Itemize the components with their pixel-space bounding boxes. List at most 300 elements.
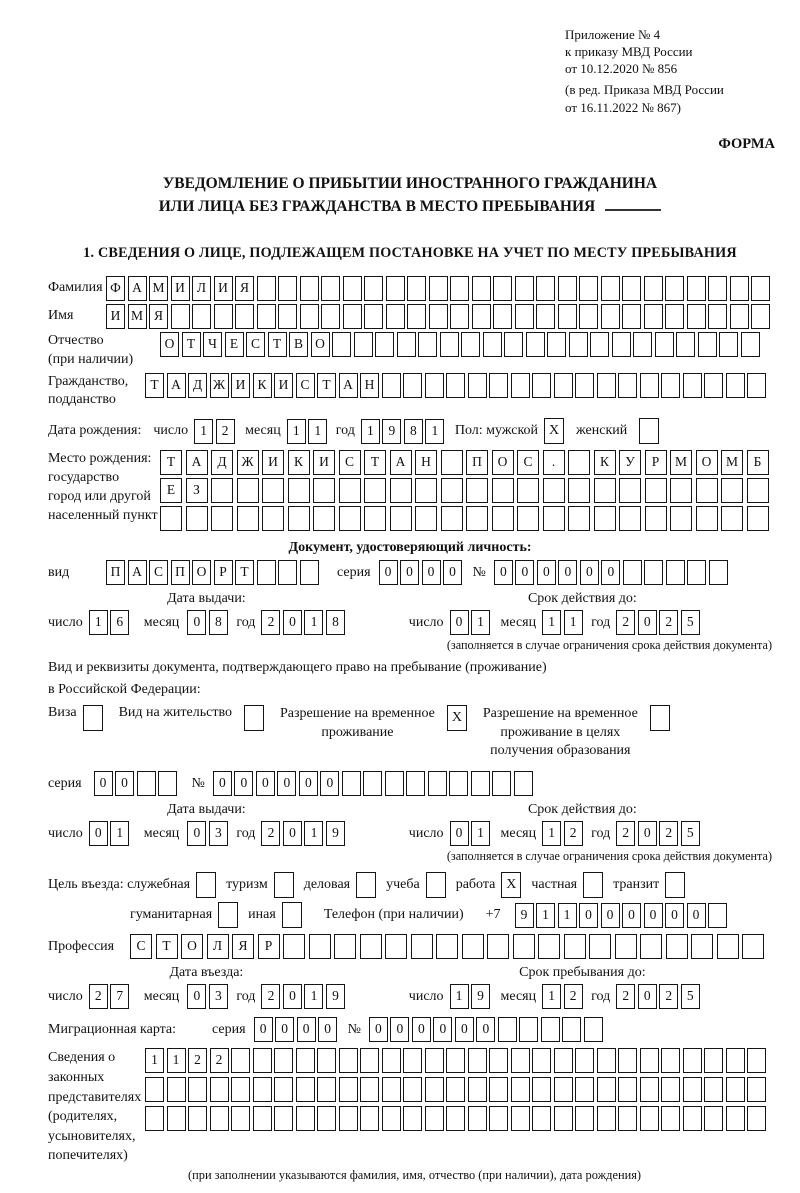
char-cell[interactable]: С bbox=[130, 934, 152, 959]
purpose-work-checkbox[interactable]: X bbox=[501, 872, 521, 898]
char-cell[interactable]: М bbox=[721, 450, 743, 475]
char-cell[interactable] bbox=[515, 276, 534, 301]
char-cell[interactable] bbox=[670, 478, 692, 503]
char-cell[interactable] bbox=[618, 1106, 637, 1131]
char-cell[interactable] bbox=[590, 332, 609, 357]
char-cell[interactable]: 0 bbox=[89, 821, 108, 846]
char-cell[interactable] bbox=[584, 1017, 603, 1042]
char-cell[interactable] bbox=[446, 1048, 465, 1073]
char-cell[interactable] bbox=[472, 304, 491, 329]
char-cell[interactable] bbox=[188, 1106, 207, 1131]
char-cell[interactable]: И bbox=[106, 304, 125, 329]
char-cell[interactable] bbox=[363, 771, 382, 796]
char-cell[interactable] bbox=[696, 506, 718, 531]
char-cell[interactable]: 0 bbox=[297, 1017, 316, 1042]
char-cell[interactable] bbox=[541, 1017, 560, 1042]
char-cell[interactable] bbox=[321, 276, 340, 301]
char-cell[interactable] bbox=[708, 276, 727, 301]
char-cell[interactable]: Я bbox=[149, 304, 168, 329]
char-cell[interactable] bbox=[670, 506, 692, 531]
char-cell[interactable] bbox=[683, 1048, 702, 1073]
char-cell[interactable] bbox=[446, 373, 465, 398]
purpose-humanitarian-checkbox[interactable] bbox=[218, 902, 238, 928]
char-cell[interactable] bbox=[721, 478, 743, 503]
char-cell[interactable] bbox=[296, 1048, 315, 1073]
char-cell[interactable] bbox=[747, 373, 766, 398]
char-cell[interactable]: 0 bbox=[644, 903, 663, 928]
char-cell[interactable]: 0 bbox=[638, 984, 657, 1009]
char-cell[interactable] bbox=[498, 1017, 517, 1042]
char-cell[interactable] bbox=[618, 1077, 637, 1102]
citizenship-cells[interactable] bbox=[145, 373, 769, 398]
char-cell[interactable]: 0 bbox=[579, 903, 598, 928]
doc-valid-year-cells[interactable] bbox=[616, 610, 702, 635]
char-cell[interactable]: 2 bbox=[616, 610, 635, 635]
char-cell[interactable] bbox=[661, 1048, 680, 1073]
char-cell[interactable] bbox=[708, 903, 727, 928]
doc-issue-day-cells[interactable] bbox=[89, 610, 132, 635]
char-cell[interactable] bbox=[450, 304, 469, 329]
char-cell[interactable]: Р bbox=[258, 934, 280, 959]
char-cell[interactable]: 1 bbox=[536, 903, 555, 928]
char-cell[interactable]: 1 bbox=[558, 903, 577, 928]
char-cell[interactable] bbox=[317, 1077, 336, 1102]
char-cell[interactable] bbox=[483, 332, 502, 357]
char-cell[interactable]: А bbox=[186, 450, 208, 475]
char-cell[interactable] bbox=[343, 276, 362, 301]
char-cell[interactable] bbox=[619, 478, 641, 503]
char-cell[interactable] bbox=[661, 1077, 680, 1102]
char-cell[interactable] bbox=[167, 1077, 186, 1102]
char-cell[interactable] bbox=[751, 304, 770, 329]
char-cell[interactable]: 1 bbox=[304, 821, 323, 846]
char-cell[interactable] bbox=[231, 1077, 250, 1102]
char-cell[interactable] bbox=[676, 332, 695, 357]
char-cell[interactable] bbox=[594, 478, 616, 503]
sex-female-checkbox[interactable] bbox=[639, 418, 659, 444]
mig-number-cells[interactable] bbox=[369, 1017, 606, 1042]
char-cell[interactable]: Б bbox=[747, 450, 769, 475]
purpose-transit-checkbox[interactable] bbox=[665, 872, 685, 898]
char-cell[interactable] bbox=[709, 560, 728, 585]
char-cell[interactable] bbox=[489, 1077, 508, 1102]
char-cell[interactable] bbox=[665, 276, 684, 301]
char-cell[interactable] bbox=[747, 478, 769, 503]
char-cell[interactable]: 0 bbox=[283, 984, 302, 1009]
char-cell[interactable] bbox=[472, 276, 491, 301]
char-cell[interactable]: 1 bbox=[542, 821, 561, 846]
char-cell[interactable] bbox=[317, 1106, 336, 1131]
char-cell[interactable]: 2 bbox=[261, 610, 280, 635]
char-cell[interactable] bbox=[468, 1048, 487, 1073]
char-cell[interactable] bbox=[489, 1106, 508, 1131]
char-cell[interactable] bbox=[696, 478, 718, 503]
char-cell[interactable] bbox=[278, 276, 297, 301]
char-cell[interactable]: 1 bbox=[542, 610, 561, 635]
char-cell[interactable] bbox=[575, 373, 594, 398]
char-cell[interactable] bbox=[449, 771, 468, 796]
char-cell[interactable] bbox=[429, 304, 448, 329]
char-cell[interactable]: 0 bbox=[580, 560, 599, 585]
char-cell[interactable] bbox=[403, 1077, 422, 1102]
char-cell[interactable] bbox=[471, 771, 490, 796]
char-cell[interactable]: 0 bbox=[665, 903, 684, 928]
char-cell[interactable] bbox=[211, 478, 233, 503]
char-cell[interactable]: О bbox=[160, 332, 179, 357]
char-cell[interactable] bbox=[704, 1106, 723, 1131]
char-cell[interactable] bbox=[704, 373, 723, 398]
stay-month-cells[interactable] bbox=[542, 984, 585, 1009]
char-cell[interactable] bbox=[339, 478, 361, 503]
char-cell[interactable]: 9 bbox=[471, 984, 490, 1009]
char-cell[interactable] bbox=[262, 478, 284, 503]
char-cell[interactable]: 3 bbox=[209, 821, 228, 846]
doc-series-cells[interactable] bbox=[379, 560, 465, 585]
char-cell[interactable] bbox=[257, 304, 276, 329]
char-cell[interactable]: Д bbox=[211, 450, 233, 475]
char-cell[interactable]: 3 bbox=[209, 984, 228, 1009]
char-cell[interactable] bbox=[640, 934, 662, 959]
char-cell[interactable]: 0 bbox=[379, 560, 398, 585]
char-cell[interactable]: 0 bbox=[400, 560, 419, 585]
char-cell[interactable]: 0 bbox=[115, 771, 134, 796]
char-cell[interactable]: 1 bbox=[425, 419, 444, 444]
char-cell[interactable] bbox=[360, 1077, 379, 1102]
purpose-official-checkbox[interactable] bbox=[196, 872, 216, 898]
char-cell[interactable] bbox=[511, 1077, 530, 1102]
char-cell[interactable] bbox=[644, 560, 663, 585]
char-cell[interactable]: Т bbox=[235, 560, 254, 585]
char-cell[interactable]: А bbox=[167, 373, 186, 398]
char-cell[interactable]: 1 bbox=[304, 984, 323, 1009]
char-cell[interactable] bbox=[257, 276, 276, 301]
char-cell[interactable] bbox=[385, 934, 407, 959]
char-cell[interactable] bbox=[382, 1106, 401, 1131]
permit-valid-year-cells[interactable] bbox=[616, 821, 702, 846]
char-cell[interactable]: Т bbox=[160, 450, 182, 475]
char-cell[interactable] bbox=[517, 478, 539, 503]
char-cell[interactable]: 1 bbox=[564, 610, 583, 635]
char-cell[interactable]: 1 bbox=[471, 821, 490, 846]
char-cell[interactable] bbox=[536, 304, 555, 329]
char-cell[interactable]: О bbox=[696, 450, 718, 475]
char-cell[interactable] bbox=[364, 276, 383, 301]
char-cell[interactable]: 6 bbox=[110, 610, 129, 635]
char-cell[interactable] bbox=[274, 1077, 293, 1102]
char-cell[interactable] bbox=[231, 1106, 250, 1131]
char-cell[interactable] bbox=[589, 934, 611, 959]
char-cell[interactable] bbox=[492, 771, 511, 796]
char-cell[interactable] bbox=[360, 934, 382, 959]
temp-permit-checkbox[interactable]: X bbox=[447, 705, 467, 731]
char-cell[interactable] bbox=[687, 304, 706, 329]
char-cell[interactable]: 0 bbox=[558, 560, 577, 585]
char-cell[interactable] bbox=[747, 1077, 766, 1102]
char-cell[interactable] bbox=[489, 1048, 508, 1073]
char-cell[interactable]: А bbox=[390, 450, 412, 475]
char-cell[interactable] bbox=[554, 1106, 573, 1131]
char-cell[interactable] bbox=[415, 478, 437, 503]
char-cell[interactable] bbox=[493, 276, 512, 301]
char-cell[interactable] bbox=[726, 1077, 745, 1102]
char-cell[interactable]: 0 bbox=[213, 771, 232, 796]
char-cell[interactable] bbox=[726, 1048, 745, 1073]
char-cell[interactable] bbox=[300, 276, 319, 301]
char-cell[interactable]: С bbox=[149, 560, 168, 585]
char-cell[interactable] bbox=[407, 304, 426, 329]
char-cell[interactable] bbox=[751, 276, 770, 301]
char-cell[interactable] bbox=[446, 1077, 465, 1102]
char-cell[interactable]: 0 bbox=[234, 771, 253, 796]
char-cell[interactable]: 2 bbox=[659, 610, 678, 635]
char-cell[interactable]: А bbox=[128, 560, 147, 585]
char-cell[interactable] bbox=[237, 478, 259, 503]
char-cell[interactable] bbox=[339, 1106, 358, 1131]
char-cell[interactable] bbox=[622, 276, 641, 301]
visa-checkbox[interactable] bbox=[83, 705, 103, 731]
char-cell[interactable] bbox=[568, 478, 590, 503]
char-cell[interactable] bbox=[666, 560, 685, 585]
char-cell[interactable] bbox=[186, 506, 208, 531]
char-cell[interactable]: 0 bbox=[638, 610, 657, 635]
patronymic-cells[interactable] bbox=[160, 332, 762, 357]
char-cell[interactable] bbox=[554, 1048, 573, 1073]
char-cell[interactable] bbox=[309, 934, 331, 959]
char-cell[interactable]: 0 bbox=[187, 984, 206, 1009]
birth-day-cells[interactable] bbox=[194, 419, 237, 444]
char-cell[interactable] bbox=[504, 332, 523, 357]
char-cell[interactable]: К bbox=[288, 450, 310, 475]
char-cell[interactable] bbox=[386, 276, 405, 301]
char-cell[interactable]: 0 bbox=[515, 560, 534, 585]
char-cell[interactable]: 0 bbox=[422, 560, 441, 585]
char-cell[interactable]: 0 bbox=[537, 560, 556, 585]
char-cell[interactable]: И bbox=[274, 373, 293, 398]
char-cell[interactable]: Р bbox=[214, 560, 233, 585]
char-cell[interactable]: 0 bbox=[283, 821, 302, 846]
char-cell[interactable] bbox=[683, 1077, 702, 1102]
char-cell[interactable]: 0 bbox=[187, 610, 206, 635]
char-cell[interactable] bbox=[579, 304, 598, 329]
char-cell[interactable]: 2 bbox=[89, 984, 108, 1009]
char-cell[interactable]: О bbox=[492, 450, 514, 475]
char-cell[interactable]: . bbox=[543, 450, 565, 475]
char-cell[interactable]: 5 bbox=[681, 821, 700, 846]
char-cell[interactable] bbox=[231, 1048, 250, 1073]
doc-issue-month-cells[interactable] bbox=[187, 610, 230, 635]
char-cell[interactable]: 2 bbox=[616, 821, 635, 846]
char-cell[interactable] bbox=[597, 373, 616, 398]
char-cell[interactable] bbox=[543, 506, 565, 531]
char-cell[interactable] bbox=[429, 276, 448, 301]
permit-valid-month-cells[interactable] bbox=[542, 821, 585, 846]
char-cell[interactable] bbox=[296, 1077, 315, 1102]
char-cell[interactable]: 0 bbox=[318, 1017, 337, 1042]
char-cell[interactable]: И bbox=[262, 450, 284, 475]
char-cell[interactable] bbox=[411, 934, 433, 959]
char-cell[interactable] bbox=[661, 373, 680, 398]
purpose-other-checkbox[interactable] bbox=[282, 902, 302, 928]
char-cell[interactable] bbox=[145, 1106, 164, 1131]
char-cell[interactable] bbox=[407, 276, 426, 301]
char-cell[interactable] bbox=[403, 373, 422, 398]
char-cell[interactable]: Я bbox=[235, 276, 254, 301]
char-cell[interactable] bbox=[579, 276, 598, 301]
purpose-business-checkbox[interactable] bbox=[356, 872, 376, 898]
char-cell[interactable] bbox=[288, 506, 310, 531]
char-cell[interactable]: П bbox=[106, 560, 125, 585]
char-cell[interactable] bbox=[390, 478, 412, 503]
char-cell[interactable]: 0 bbox=[256, 771, 275, 796]
char-cell[interactable]: 0 bbox=[601, 903, 620, 928]
char-cell[interactable]: И bbox=[313, 450, 335, 475]
char-cell[interactable] bbox=[564, 934, 586, 959]
char-cell[interactable]: И bbox=[231, 373, 250, 398]
char-cell[interactable] bbox=[532, 1077, 551, 1102]
char-cell[interactable]: Л bbox=[207, 934, 229, 959]
char-cell[interactable] bbox=[160, 506, 182, 531]
char-cell[interactable] bbox=[597, 1077, 616, 1102]
representatives-cells-3[interactable] bbox=[145, 1106, 769, 1131]
char-cell[interactable] bbox=[425, 373, 444, 398]
char-cell[interactable]: 0 bbox=[94, 771, 113, 796]
char-cell[interactable] bbox=[253, 1048, 272, 1073]
char-cell[interactable] bbox=[462, 934, 484, 959]
char-cell[interactable] bbox=[730, 304, 749, 329]
char-cell[interactable] bbox=[450, 276, 469, 301]
char-cell[interactable]: Н bbox=[415, 450, 437, 475]
char-cell[interactable]: 0 bbox=[601, 560, 620, 585]
char-cell[interactable] bbox=[513, 934, 535, 959]
char-cell[interactable] bbox=[214, 304, 233, 329]
char-cell[interactable]: У bbox=[619, 450, 641, 475]
char-cell[interactable] bbox=[526, 332, 545, 357]
surname-cells[interactable] bbox=[106, 276, 773, 301]
char-cell[interactable] bbox=[382, 373, 401, 398]
char-cell[interactable]: 1 bbox=[304, 610, 323, 635]
char-cell[interactable]: 2 bbox=[564, 821, 583, 846]
char-cell[interactable] bbox=[618, 373, 637, 398]
char-cell[interactable] bbox=[515, 304, 534, 329]
char-cell[interactable] bbox=[300, 560, 319, 585]
birth-place-cells-2[interactable] bbox=[160, 478, 772, 503]
char-cell[interactable]: 0 bbox=[450, 610, 469, 635]
char-cell[interactable] bbox=[278, 560, 297, 585]
char-cell[interactable] bbox=[468, 1106, 487, 1131]
char-cell[interactable] bbox=[601, 276, 620, 301]
char-cell[interactable]: Ф bbox=[106, 276, 125, 301]
permit-issue-year-cells[interactable] bbox=[261, 821, 347, 846]
char-cell[interactable]: К bbox=[594, 450, 616, 475]
char-cell[interactable]: 2 bbox=[216, 419, 235, 444]
char-cell[interactable]: М bbox=[149, 276, 168, 301]
birth-year-cells[interactable] bbox=[361, 419, 447, 444]
char-cell[interactable]: 1 bbox=[287, 419, 306, 444]
char-cell[interactable] bbox=[167, 1106, 186, 1131]
char-cell[interactable] bbox=[360, 1048, 379, 1073]
char-cell[interactable] bbox=[741, 332, 760, 357]
char-cell[interactable] bbox=[532, 1106, 551, 1131]
char-cell[interactable] bbox=[343, 304, 362, 329]
char-cell[interactable] bbox=[274, 1106, 293, 1131]
char-cell[interactable]: В bbox=[289, 332, 308, 357]
char-cell[interactable]: Е bbox=[160, 478, 182, 503]
char-cell[interactable] bbox=[441, 450, 463, 475]
char-cell[interactable] bbox=[428, 771, 447, 796]
char-cell[interactable]: 2 bbox=[659, 821, 678, 846]
char-cell[interactable]: 2 bbox=[188, 1048, 207, 1073]
char-cell[interactable] bbox=[622, 304, 641, 329]
char-cell[interactable]: 0 bbox=[277, 771, 296, 796]
char-cell[interactable]: О bbox=[192, 560, 211, 585]
char-cell[interactable]: И bbox=[171, 276, 190, 301]
char-cell[interactable] bbox=[210, 1106, 229, 1131]
char-cell[interactable] bbox=[623, 560, 642, 585]
char-cell[interactable] bbox=[532, 373, 551, 398]
char-cell[interactable]: Ж bbox=[237, 450, 259, 475]
char-cell[interactable] bbox=[726, 373, 745, 398]
char-cell[interactable] bbox=[278, 304, 297, 329]
char-cell[interactable] bbox=[644, 276, 663, 301]
char-cell[interactable]: П bbox=[171, 560, 190, 585]
char-cell[interactable] bbox=[547, 332, 566, 357]
char-cell[interactable] bbox=[645, 478, 667, 503]
char-cell[interactable]: З bbox=[186, 478, 208, 503]
char-cell[interactable]: Т bbox=[268, 332, 287, 357]
char-cell[interactable] bbox=[615, 934, 637, 959]
char-cell[interactable]: О bbox=[311, 332, 330, 357]
char-cell[interactable]: Т bbox=[156, 934, 178, 959]
char-cell[interactable]: 0 bbox=[412, 1017, 431, 1042]
char-cell[interactable] bbox=[747, 1048, 766, 1073]
char-cell[interactable] bbox=[665, 304, 684, 329]
char-cell[interactable] bbox=[342, 771, 361, 796]
doc-valid-day-cells[interactable] bbox=[450, 610, 493, 635]
purpose-tourism-checkbox[interactable] bbox=[274, 872, 294, 898]
char-cell[interactable] bbox=[300, 304, 319, 329]
char-cell[interactable] bbox=[339, 1048, 358, 1073]
char-cell[interactable] bbox=[730, 276, 749, 301]
char-cell[interactable] bbox=[364, 304, 383, 329]
char-cell[interactable] bbox=[645, 506, 667, 531]
char-cell[interactable] bbox=[382, 1077, 401, 1102]
char-cell[interactable] bbox=[446, 1106, 465, 1131]
char-cell[interactable] bbox=[554, 1077, 573, 1102]
char-cell[interactable] bbox=[313, 478, 335, 503]
char-cell[interactable] bbox=[597, 1048, 616, 1073]
char-cell[interactable] bbox=[492, 506, 514, 531]
char-cell[interactable]: 1 bbox=[450, 984, 469, 1009]
char-cell[interactable] bbox=[569, 332, 588, 357]
char-cell[interactable] bbox=[640, 1106, 659, 1131]
char-cell[interactable]: Р bbox=[645, 450, 667, 475]
char-cell[interactable] bbox=[317, 1048, 336, 1073]
char-cell[interactable] bbox=[436, 934, 458, 959]
char-cell[interactable] bbox=[468, 1077, 487, 1102]
char-cell[interactable]: 0 bbox=[369, 1017, 388, 1042]
char-cell[interactable] bbox=[633, 332, 652, 357]
char-cell[interactable]: А bbox=[339, 373, 358, 398]
char-cell[interactable]: Н bbox=[360, 373, 379, 398]
birth-place-cells-1[interactable] bbox=[160, 450, 772, 475]
doc-number-cells[interactable] bbox=[494, 560, 731, 585]
char-cell[interactable] bbox=[364, 506, 386, 531]
stay-day-cells[interactable] bbox=[450, 984, 493, 1009]
char-cell[interactable] bbox=[640, 373, 659, 398]
char-cell[interactable] bbox=[253, 1106, 272, 1131]
char-cell[interactable]: 1 bbox=[145, 1048, 164, 1073]
char-cell[interactable] bbox=[594, 506, 616, 531]
